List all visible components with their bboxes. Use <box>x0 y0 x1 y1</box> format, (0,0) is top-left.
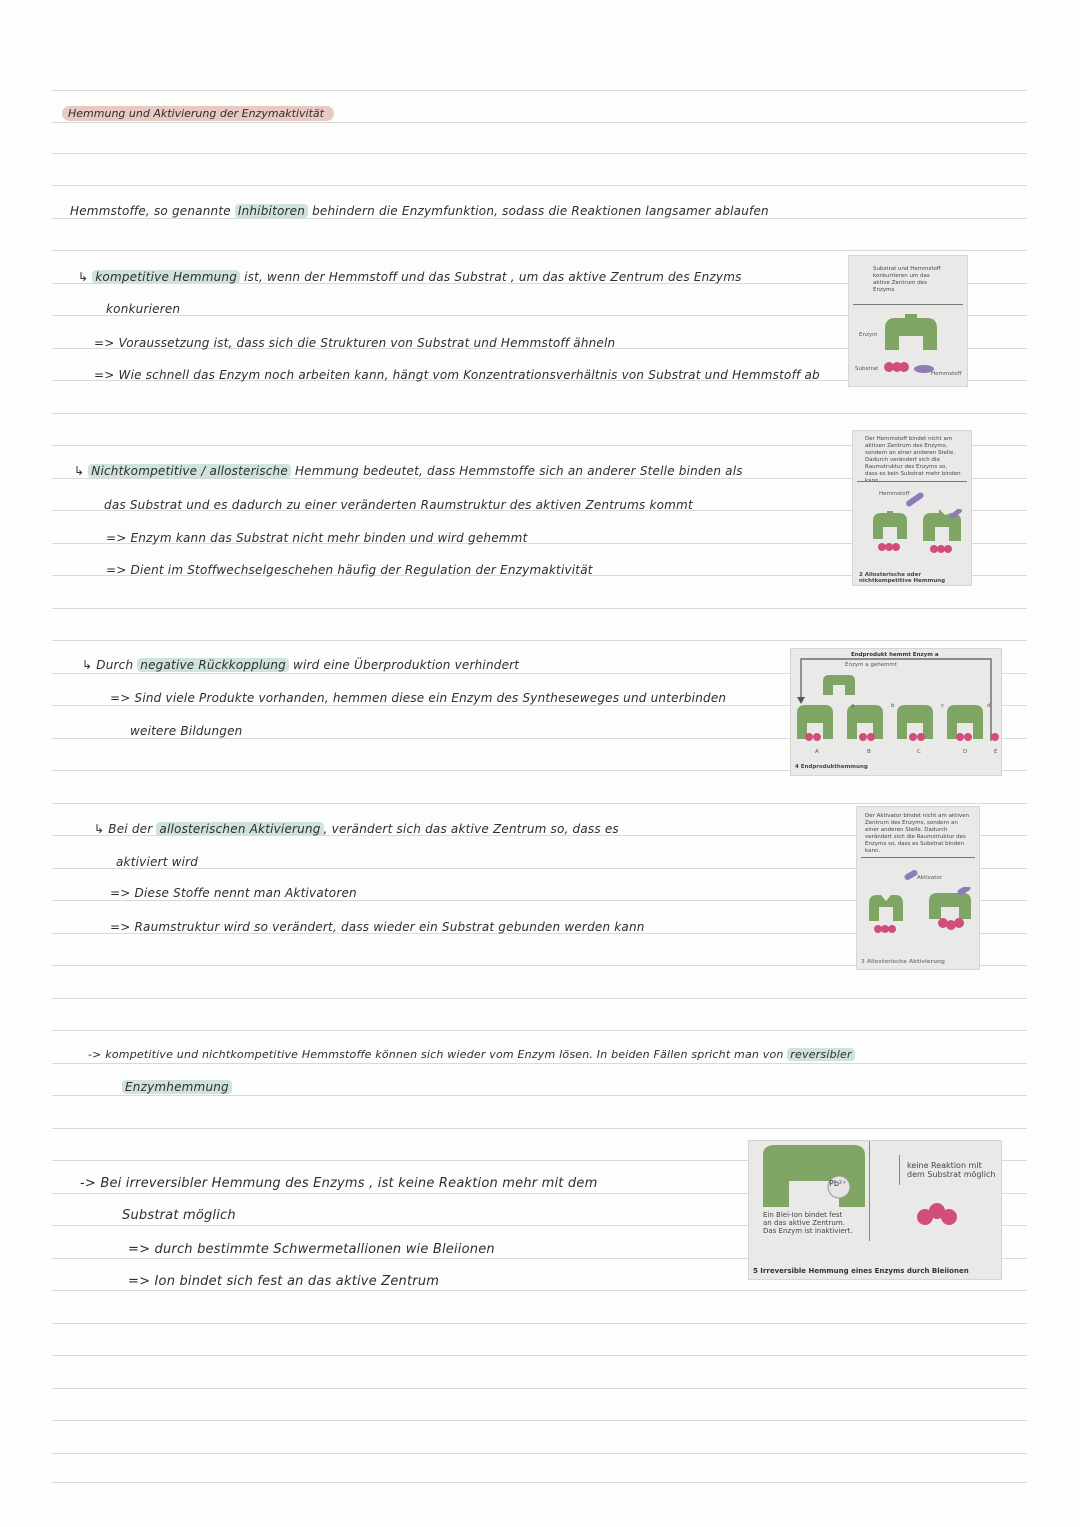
term-competitive: kompetitive Hemmung <box>92 270 240 284</box>
term-reversible: reversibler <box>787 1048 854 1061</box>
term-activation: allosterischen Aktivierung <box>156 822 323 836</box>
figure-irreversible-inhibition: Pb²⁺ keine Reaktion mit dem Substrat möglich Ein Blei-Ion bindet fest an das aktive Zentrum. Das Enzym ist inaktiviert. 5 Irreversible Hemmung eines Enzyms durch Bleiionen <box>748 1140 1002 1280</box>
irreversible-bullet2: => Ion bindet sich fest an das aktive Zentrum <box>128 1274 440 1289</box>
substrate-icon <box>929 543 953 555</box>
competitive-line1: ↳ kompetitive Hemmung ist, wenn der Hemmstoff und das Substrat , um das aktive Zentrum des Enzyms <box>78 270 742 284</box>
competitive-bullet1: => Voraussetzung ist, dass sich die Strukturen von Substrat und Hemmstoff ähneln <box>94 336 616 350</box>
lead-ion-label: Pb²⁺ <box>829 1179 847 1188</box>
activation-bullet1: => Diese Stoffe nennt man Aktivatoren <box>110 886 357 900</box>
enzyme-icon <box>883 314 939 354</box>
figure-end-product-inhibition: Endprodukt hemmt Enzym a Enzym a gehemmt a b c d A B C D E 4 Endprodukthemmung <box>790 648 1002 776</box>
arrow-icon: ↳ <box>78 270 89 284</box>
arrow-icon: -> <box>88 1048 102 1061</box>
enzyme-active-icon <box>927 887 973 933</box>
product-label: D <box>963 749 968 755</box>
irreversible-line2: Substrat möglich <box>122 1208 236 1223</box>
product-label: A <box>815 749 819 755</box>
page-title: Hemmung und Aktivierung der Enzymaktivität <box>62 107 334 120</box>
arrow-icon: ↳ <box>74 464 85 478</box>
figure-allosteric-activation: Der Aktivator bindet nicht am aktiven Zentrum des Enzyms, sondern an einer anderen Stelle. Dadurch verändert sich die Raumstruktur des Enzyms so, dass es Substrat binden kann. Aktivator 3 Allosterische Aktivierung <box>856 806 980 970</box>
enzyme-icon <box>759 1141 869 1211</box>
term-inhibitoren: Inhibitoren <box>235 204 308 218</box>
enzyme-label: d <box>987 703 991 709</box>
enzyme-label: b <box>891 703 895 709</box>
substrate-icon <box>915 1201 963 1227</box>
product-label: B <box>867 749 871 755</box>
enzyme-chain <box>795 703 1001 747</box>
activation-bullet2: => Raumstruktur wird so verändert, dass wieder ein Substrat gebunden werden kann <box>110 920 645 934</box>
competitive-bullet2: => Wie schnell das Enzym noch arbeiten kann, hängt vom Konzentrationsverhältnis von Substrat und Hemmstoff ab <box>94 368 820 382</box>
feedback-bullet1: => Sind viele Produkte vorhanden, hemmen diese ein Enzym des Syntheseweges und unterbinden <box>110 691 727 705</box>
figure-allosteric-inhibition: Der Hemmstoff bindet nicht am aktiven Zentrum des Enzyms, sondern an einer anderen Stelle. Dadurch verändert sich die Raumstruktur des Enzyms so, dass es kein Substrat mehr binden Hemmstoff 2 Allosterische oder nichtkompetitive Hemmung <box>852 430 972 586</box>
figure-competitive-inhibition: Substrat und Hemmstoff konkurrieren um das aktive Zentrum des Enzyms Enzym Substrat Hemmstoff <box>848 255 968 387</box>
product-label: C <box>917 749 921 755</box>
irreversible-bullet1: => durch bestimmte Schwermetallionen wie Bleiionen <box>128 1242 495 1257</box>
competitive-line2: konkurieren <box>106 302 181 316</box>
enzyme-icon <box>871 511 909 541</box>
product-label: E <box>994 749 998 755</box>
noncompetitive-line1: ↳ Nichtkompetitive / allosterische Hemmung bedeutet, dass Hemmstoffe sich an anderer Stelle binden als <box>74 464 743 478</box>
reversible-line2: Enzymhemmung <box>122 1080 232 1094</box>
term-noncompetitive: Nichtkompetitive / allosterische <box>88 464 291 478</box>
enzyme-inhibited-icon <box>921 509 963 543</box>
enzyme-inactive-icon <box>867 893 905 923</box>
substrate-icon <box>877 541 901 553</box>
irreversible-line1: -> Bei irreversibler Hemmung des Enzyms , ist keine Reaktion mehr mit dem <box>80 1176 598 1191</box>
reversible-line1: -> kompetitive und nichtkompetitive Hemmstoffe können sich wieder vom Enzym lösen. In beiden Fällen spricht man von reversibler <box>88 1048 855 1061</box>
feedback-bullet1-cont: weitere Bildungen <box>130 724 243 738</box>
noncompetitive-bullet1: => Enzym kann das Substrat nicht mehr binden und wird gehemmt <box>106 531 528 545</box>
substrate-icon <box>873 923 897 935</box>
arrow-icon: -> <box>80 1176 96 1191</box>
activation-line1: ↳ Bei der allosterischen Aktivierung , verändert sich das aktive Zentrum so, dass es <box>94 822 619 836</box>
inhibitor-icon <box>903 491 925 509</box>
feedback-line1: ↳ Durch negative Rückkopplung wird eine Überproduktion verhindert <box>82 658 520 672</box>
enzyme-label: a <box>851 703 855 709</box>
term-feedback: negative Rückkopplung <box>137 658 289 672</box>
noncompetitive-line2: das Substrat und es dadurch zu einer veränderten Raumstruktur des aktiven Zentrums kommt <box>104 498 693 512</box>
substrate-icon <box>883 360 909 374</box>
arrow-icon: ↳ <box>82 658 93 672</box>
arrow-icon: ↳ <box>94 822 105 836</box>
activation-line2: aktiviert wird <box>116 855 199 869</box>
enzyme-a-inhibited-icon <box>821 673 857 697</box>
enzyme-label: c <box>941 703 945 709</box>
noncompetitive-bullet2: => Dient im Stoffwechselgeschehen häufig der Regulation der Enzymaktivität <box>106 563 593 577</box>
intro-line: Hemmstoffe, so genannte Inhibitoren behindern die Enzymfunktion, sodass die Reaktionen langsamer ablaufen <box>70 204 769 218</box>
